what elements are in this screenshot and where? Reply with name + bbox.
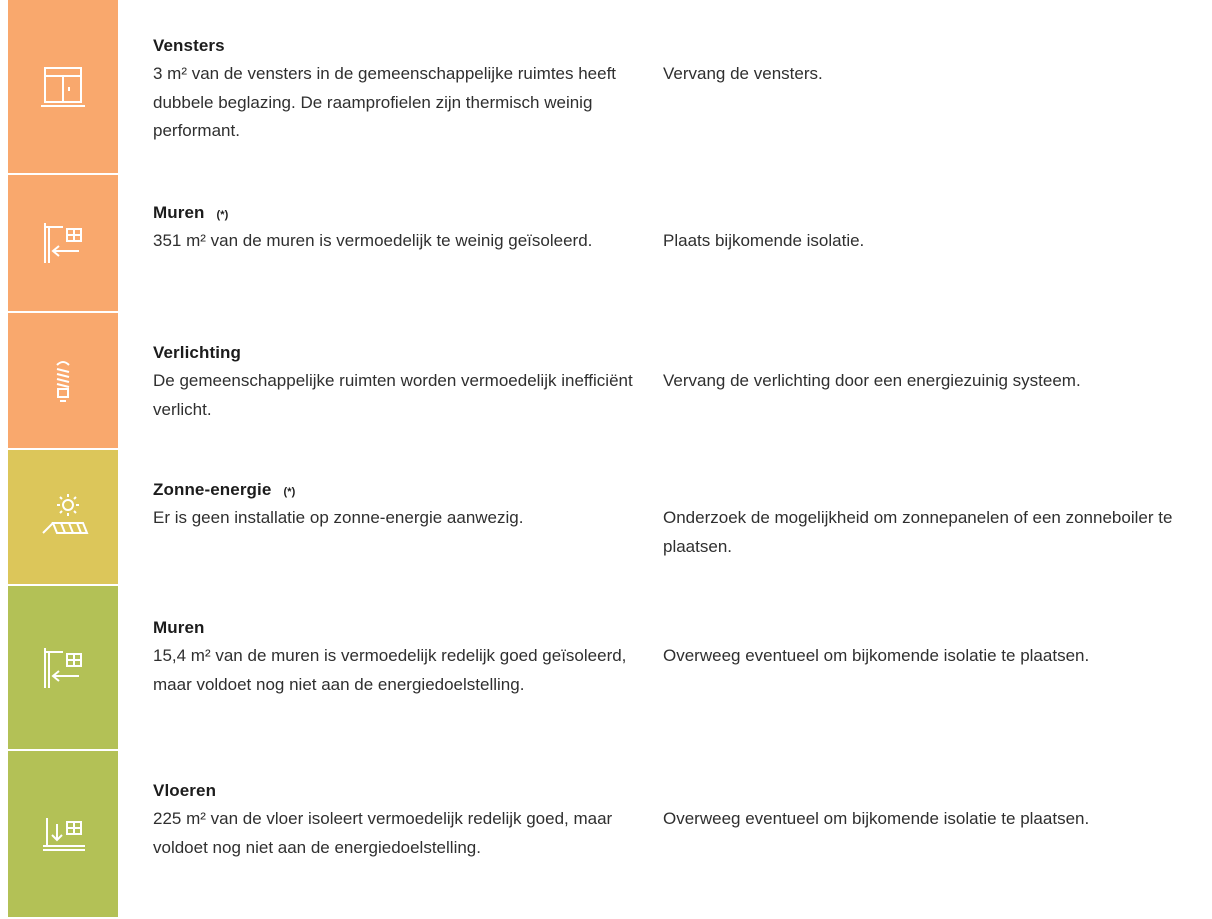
asterisk-mark: (*) bbox=[216, 209, 229, 221]
wall-insulation-icon bbox=[35, 215, 91, 271]
recommendation-row bbox=[0, 751, 1212, 919]
row-title: Muren (*) bbox=[153, 203, 229, 222]
row-description: Er is geen installatie op zonne-energie aanwezig. bbox=[153, 508, 524, 527]
recommendation-row bbox=[0, 586, 1212, 751]
row-description: De gemeenschappelijke ruimten worden vermoedelijk inefficiënt verlicht. bbox=[153, 371, 633, 419]
asterisk-mark: (*) bbox=[283, 486, 296, 498]
solar-panel-icon bbox=[35, 489, 91, 545]
light-bulb-icon bbox=[35, 353, 91, 409]
row-title: Muren bbox=[153, 618, 205, 637]
row-action: Overweeg eventueel om bijkomende isolatie te plaatsen. bbox=[663, 646, 1090, 665]
row-action: Plaats bijkomende isolatie. bbox=[663, 231, 865, 250]
row-title: Zonne-energie (*) bbox=[153, 480, 296, 499]
recommendation-row bbox=[0, 313, 1212, 450]
row-action: Onderzoek de mogelijkheid om zonnepanelen of een zonneboiler te plaatsen. bbox=[663, 508, 1173, 556]
wall-insulation-icon bbox=[35, 640, 91, 696]
row-title: Vloeren bbox=[153, 781, 217, 800]
row-action: Vervang de verlichting door een energiezuinig systeem. bbox=[663, 371, 1081, 390]
row-action: Vervang de vensters. bbox=[663, 64, 823, 83]
tier-band bbox=[8, 751, 118, 919]
row-description: 3 m² van de vensters in de gemeenschappelijke ruimtes heeft dubbele beglazing. De raamprofielen zijn thermisch weinig performant. bbox=[153, 64, 617, 140]
tier-band bbox=[8, 450, 118, 586]
recommendation-row bbox=[0, 175, 1212, 313]
recommendation-row bbox=[0, 0, 1212, 175]
row-action: Overweeg eventueel om bijkomende isolatie te plaatsen. bbox=[663, 809, 1090, 828]
tier-band bbox=[8, 0, 118, 175]
tier-band bbox=[8, 313, 118, 450]
window-icon bbox=[35, 59, 91, 115]
floor-insulation-icon bbox=[35, 806, 91, 862]
row-description: 351 m² van de muren is vermoedelijk te weinig geïsoleerd. bbox=[153, 231, 593, 250]
tier-band bbox=[8, 175, 118, 313]
row-title: Verlichting bbox=[153, 343, 242, 362]
tier-band bbox=[8, 586, 118, 751]
row-description: 15,4 m² van de muren is vermoedelijk redelijk goed geïsoleerd, maar voldoet nog niet aan de energiedoelstelling. bbox=[153, 646, 627, 694]
row-title: Vensters bbox=[153, 36, 225, 55]
row-description: 225 m² van de vloer isoleert vermoedelijk redelijk goed, maar voldoet nog niet aan de energiedoelstelling. bbox=[153, 809, 613, 857]
recommendation-row bbox=[0, 450, 1212, 586]
